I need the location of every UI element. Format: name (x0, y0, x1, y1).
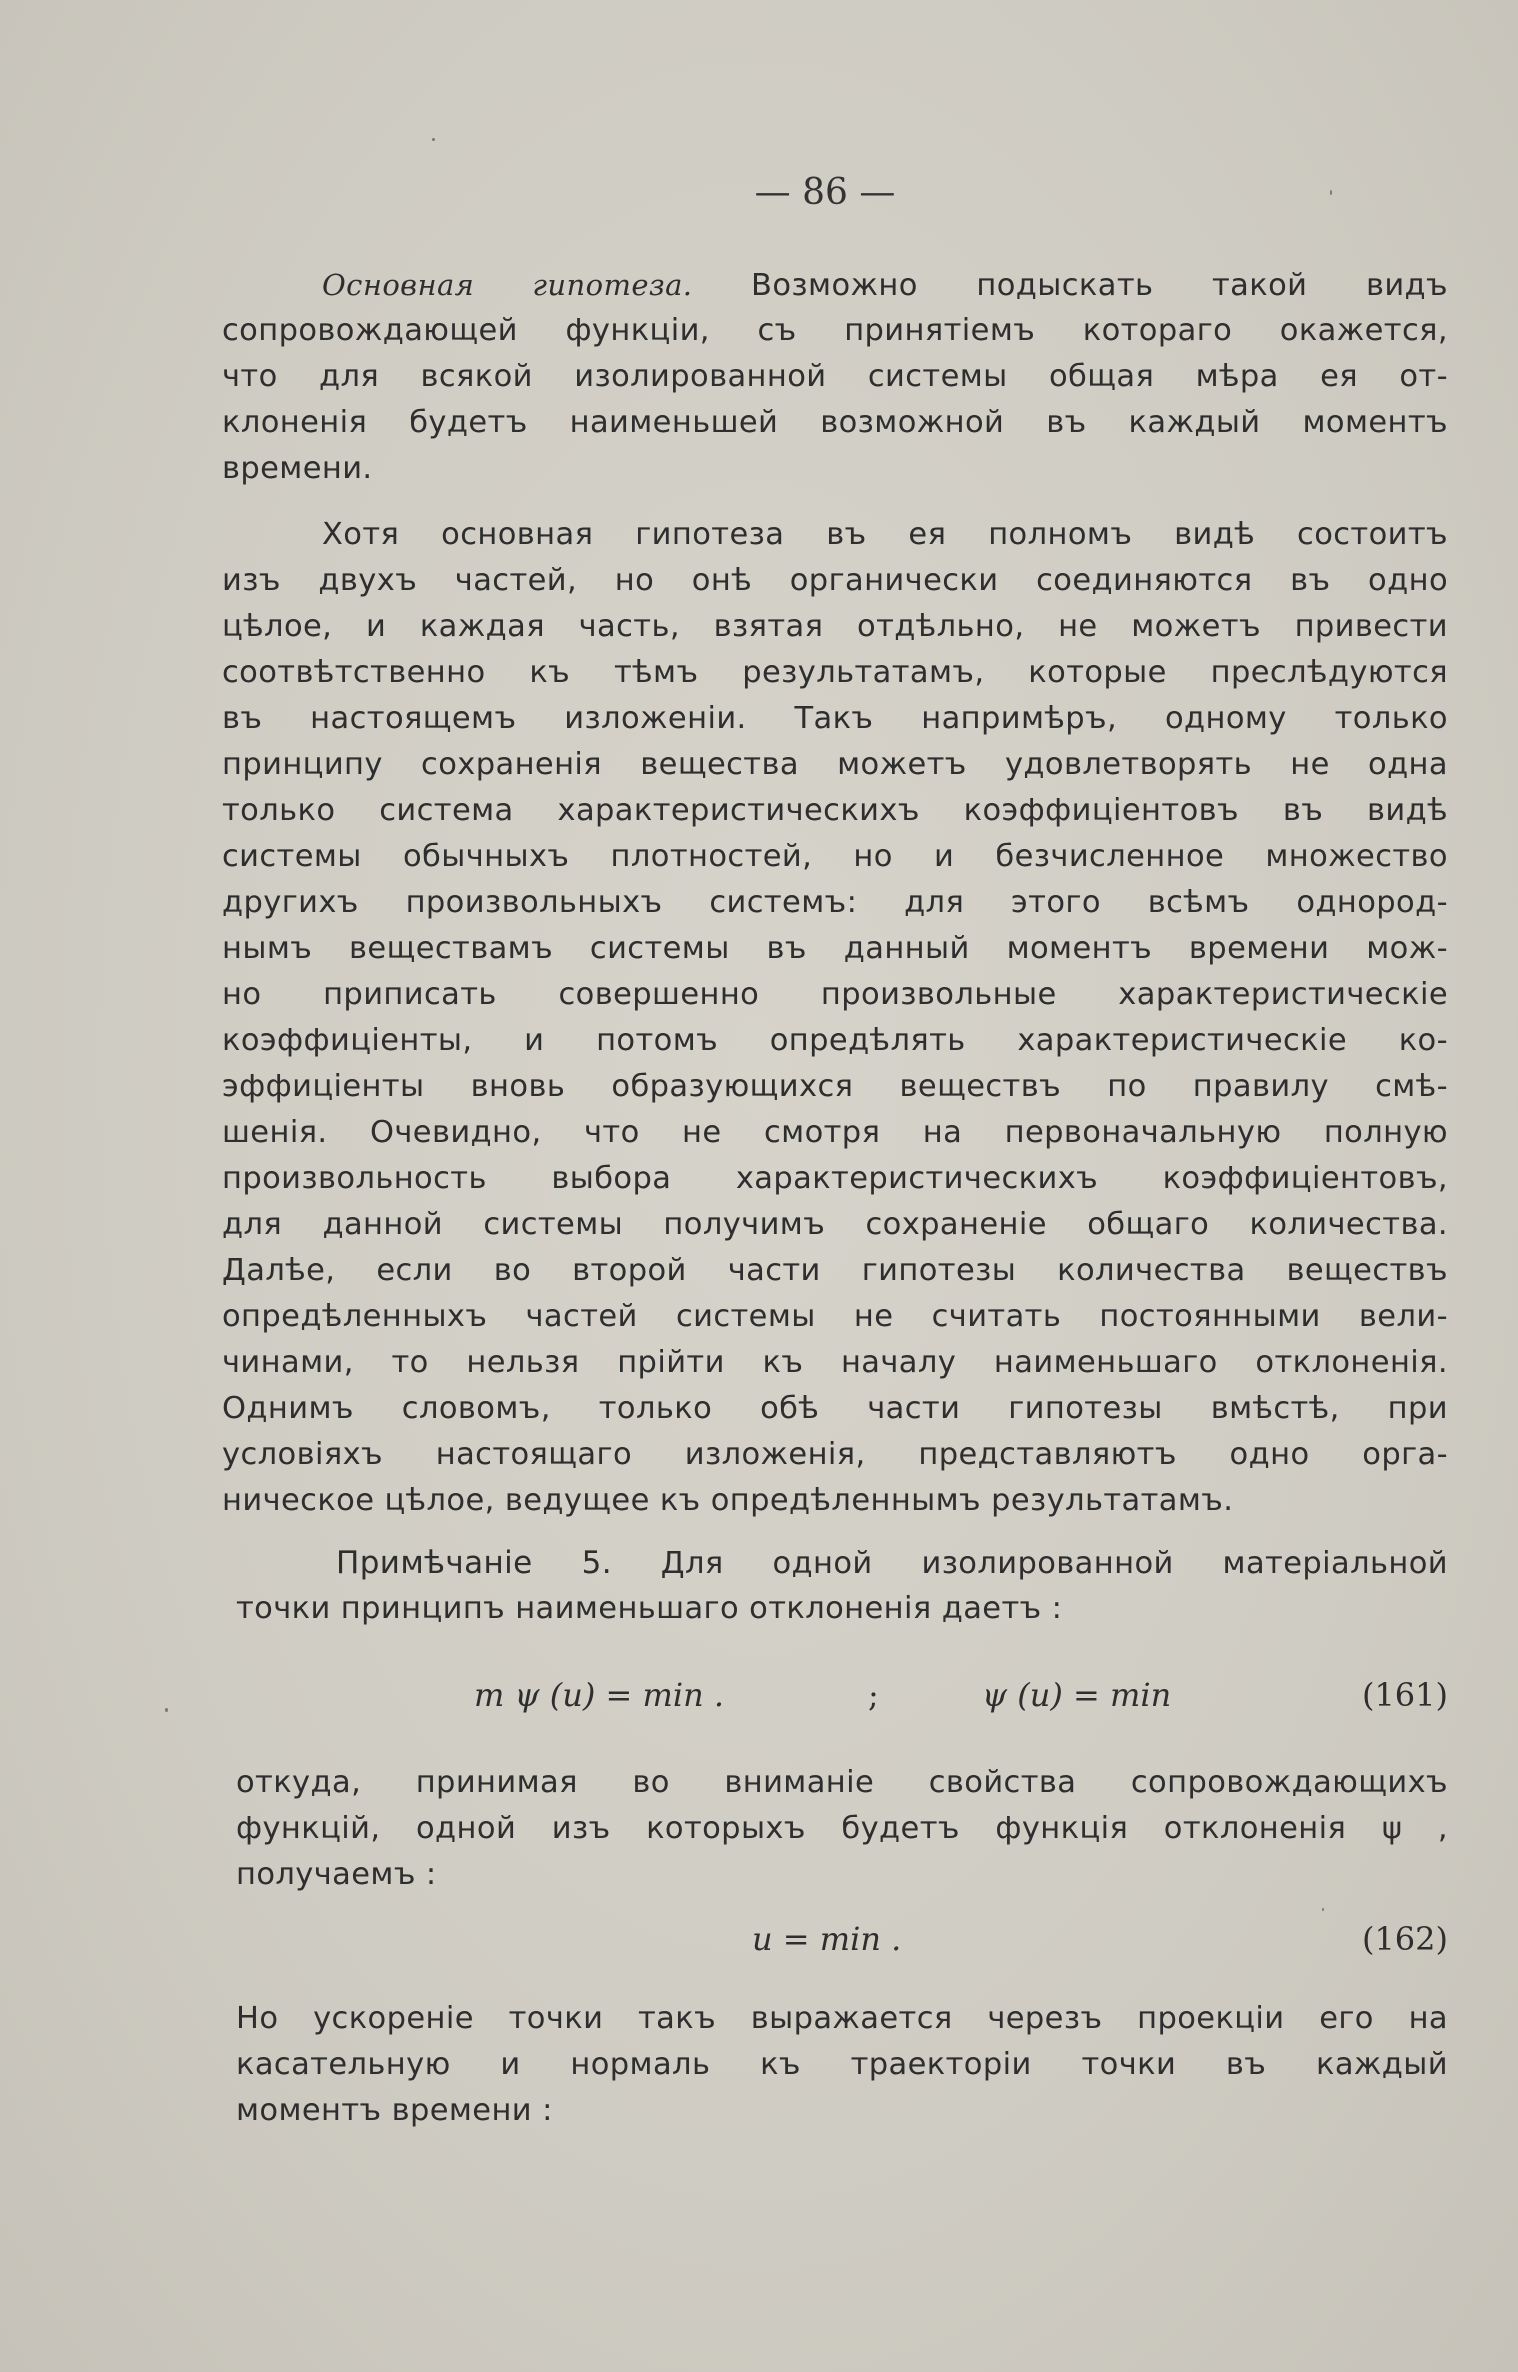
text-line: моментъ времени : (236, 2093, 553, 2128)
text-line: другихъ произвольныхъ системъ: для этого всѣмъ однород- (222, 885, 1448, 920)
text-line: ническое цѣлое, ведущее къ опредѣленнымъ результатамъ. (222, 1483, 1234, 1518)
text-line: клоненія будетъ наименьшей возможной въ каждый моментъ (222, 405, 1448, 440)
paragraph-main-hypothesis (222, 262, 1448, 492)
paper-speck (432, 138, 435, 141)
text-line: коэффиціенты, и потомъ опредѣлять характеристическіе ко- (222, 1023, 1448, 1058)
text-line: Хотя основная гипотеза въ ея полномъ видѣ состоитъ (322, 517, 1448, 552)
text-line: системы обычныхъ плотностей, но и безчисленное множество (222, 839, 1448, 874)
text-line: принципу сохраненія вещества можетъ удовлетворять не одна (222, 747, 1448, 782)
page-number: — 86 — (754, 172, 896, 213)
text-line: въ настоящемъ изложеніи. Такъ напримѣръ, одному только (222, 701, 1448, 736)
equation-left: m ψ (u) = min . (474, 1676, 725, 1714)
equation-161 (222, 1676, 1448, 1726)
text-line: только система характеристическихъ коэффиціентовъ въ видѣ (222, 793, 1448, 828)
text-line: изъ двухъ частей, но онѣ органически соединяются въ одно (222, 563, 1448, 598)
text-line: шенія. Очевидно, что не смотря на первоначальную полную (222, 1115, 1448, 1150)
paper-speck (165, 1708, 168, 1712)
text-line: Примѣчаніе 5. Для одной изолированной матеріальной (336, 1545, 1448, 1581)
text-line: произвольность выбора характеристическихъ коэффиціентовъ, (222, 1161, 1448, 1196)
text-line: нымъ веществамъ системы въ данный моментъ времени мож- (222, 931, 1448, 966)
text-line: Далѣе, если во второй части гипотезы количества веществъ (222, 1253, 1448, 1288)
text-line: что для всякой изолированной системы общая мѣра ея от- (222, 359, 1448, 394)
equation-number: (162) (1361, 1920, 1448, 1958)
paragraph-whence (236, 1760, 1448, 1898)
paper-speck (1322, 1908, 1324, 1911)
text-line: эффиціенты вновь образующихся веществъ по правилу смѣ- (222, 1069, 1448, 1104)
paragraph-two-parts (222, 512, 1448, 1524)
note-5 (236, 1540, 1448, 1632)
text-line: Однимъ словомъ, только обѣ части гипотезы вмѣстѣ, при (222, 1391, 1448, 1426)
text-line: цѣлое, и каждая часть, взятая отдѣльно, не можетъ привести (222, 609, 1448, 644)
section-lead: Основная гипотеза. (322, 268, 693, 302)
equation-expression: u = min . (752, 1920, 902, 1958)
text-line: условіяхъ настоящаго изложенія, представляютъ одно орга- (222, 1437, 1448, 1472)
note-heading: Примѣчаніе 5. (336, 1545, 612, 1581)
text-line: чинами, то нельзя прійти къ началу наименьшаго отклоненія. (222, 1345, 1448, 1380)
text-line: Основная гипотеза. Возможно подыскать такой видъ (322, 268, 1448, 303)
equation-number: (161) (1361, 1676, 1448, 1714)
text-line: откуда, принимая во вниманіе свойства сопровождающихъ (236, 1765, 1448, 1800)
text-line: опредѣленныхъ частей системы не считать постоянными вели- (222, 1299, 1448, 1334)
text-line: соотвѣтственно къ тѣмъ результатамъ, которые преслѣдуются (222, 655, 1448, 690)
text-line: сопровождающей функціи, съ принятіемъ котораго окажется, (222, 313, 1448, 348)
equation-separator: ; (868, 1676, 879, 1714)
text-line: получаемъ : (236, 1857, 437, 1892)
paper-speck (1330, 190, 1332, 195)
equation-right: ψ (u) = min (982, 1676, 1172, 1714)
equation-162 (222, 1920, 1448, 1970)
text-line: касательную и нормаль къ траекторіи точки въ каждый (236, 2047, 1448, 2082)
text-line: но приписать совершенно произвольные характеристическіе (222, 977, 1448, 1012)
text-line: времени. (222, 451, 373, 486)
text-line: точки принципъ наименьшаго отклоненія даетъ : (236, 1591, 1063, 1626)
text-line: функцій, одной изъ которыхъ будетъ функція отклоненія ψ , (236, 1811, 1448, 1846)
text-line: Но ускореніе точки такъ выражается черезъ проекціи его на (236, 2001, 1448, 2036)
text-line: для данной системы получимъ сохраненіе общаго количества. (222, 1207, 1448, 1242)
paragraph-acceleration (236, 1996, 1448, 2134)
